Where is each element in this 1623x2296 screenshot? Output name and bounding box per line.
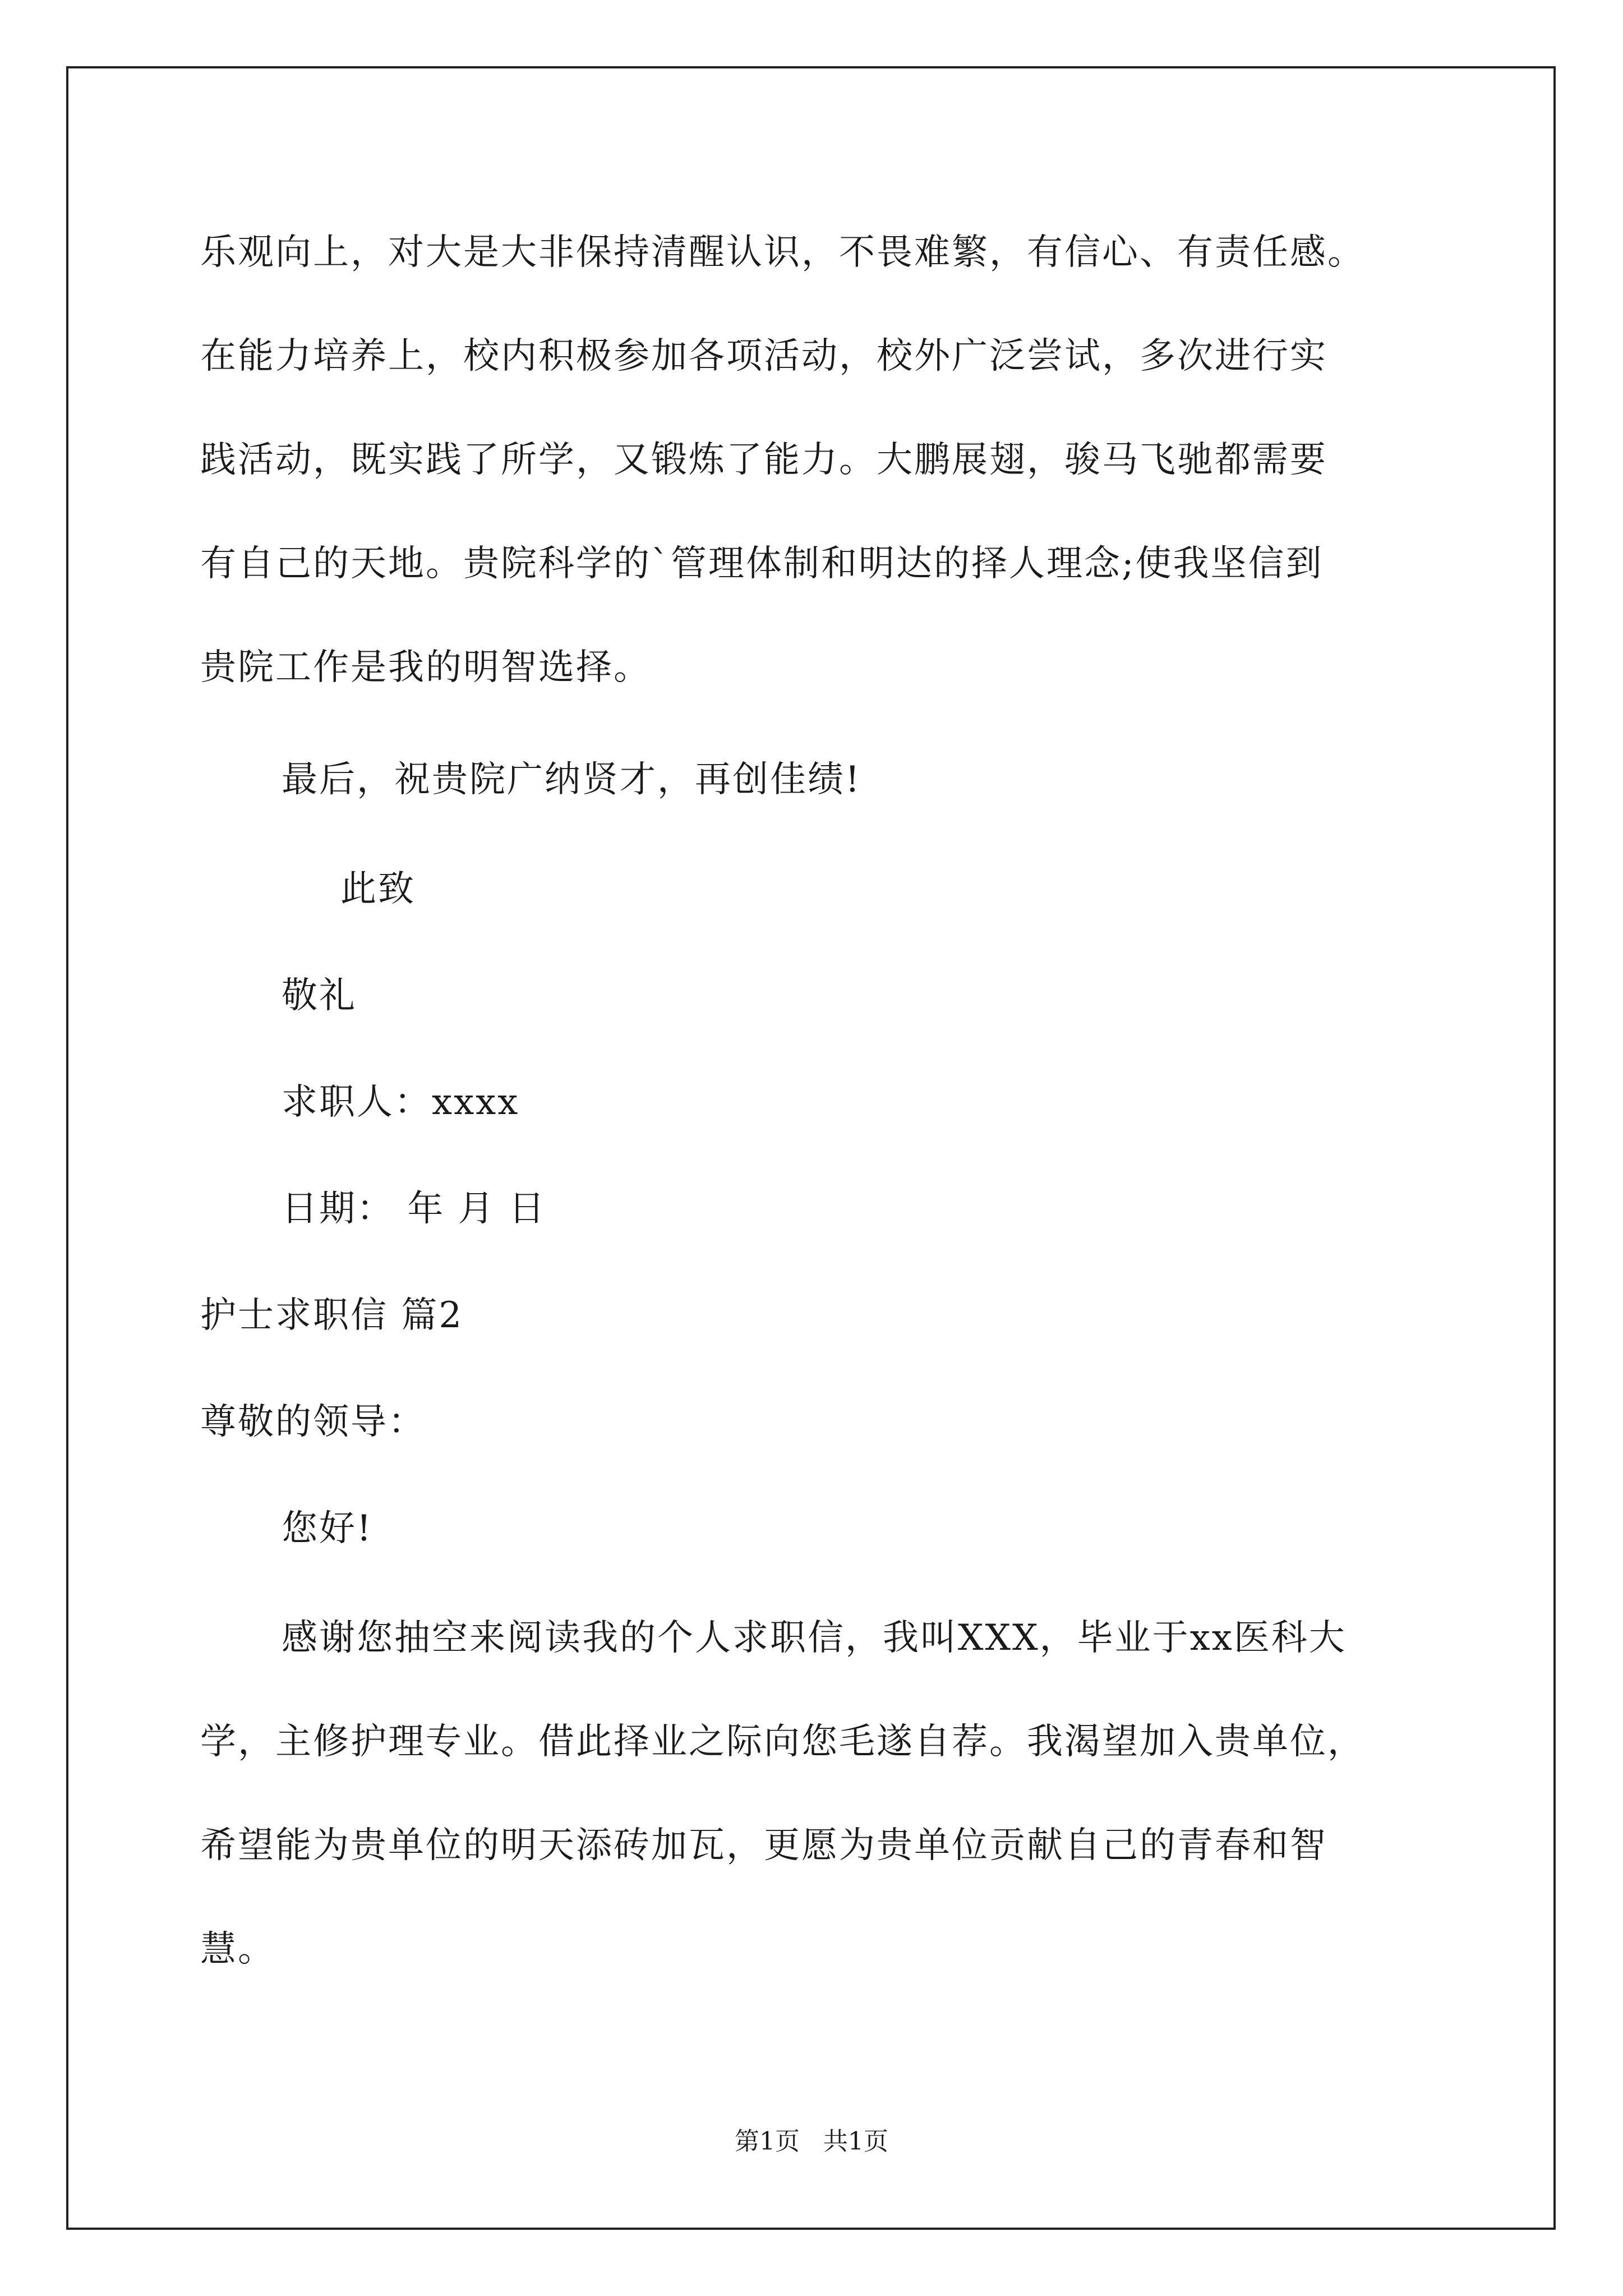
date-line: 日期： 年 月 日 (282, 1188, 547, 1230)
section-title: 护士求职信 篇2 (200, 1295, 464, 1336)
body-text-line: 在能力培养上，校内积极参加各项活动，校外广泛尝试，多次进行实 (200, 335, 1327, 377)
body-text-line: 贵院工作是我的明智选择。 (200, 647, 651, 688)
closing-wish: 最后，祝贵院广纳贤才，再创佳绩! (282, 759, 861, 800)
greeting-hello: 您好! (282, 1508, 373, 1549)
body-text-line: 乐观向上，对大是大非保持清醒认识，不畏难繁，有信心、有责任感。 (200, 232, 1365, 273)
greeting-recipient: 尊敬的领导： (200, 1401, 426, 1443)
salutation-jingli: 敬礼 (282, 975, 357, 1016)
body-text-line: 学，主修护理专业。借此择业之际向您毛遂自荐。我渴望加入贵单位， (200, 1721, 1365, 1763)
body-text-line: 希望能为贵单位的明天添砖加瓦，更愿为贵单位贡献自己的青春和智 (200, 1825, 1327, 1866)
body-text-line: 慧。 (200, 1929, 275, 1970)
applicant-name: 求职人：xxxx (282, 1082, 520, 1123)
page-border (66, 66, 1556, 2230)
salutation-cizhi: 此致 (340, 868, 416, 910)
body-text-line: 有自己的天地。贵院科学的`管理体制和明达的择人理念;使我坚信到 (200, 543, 1324, 585)
body-text-line: 践活动，既实践了所学，又锻炼了能力。大鹏展翅，骏马飞驰都需要 (200, 439, 1327, 481)
page-number-footer: 第1页 共1页 (735, 2127, 888, 2156)
body-text-line: 感谢您抽空来阅读我的个人求职信，我叫XXX，毕业于xx医科大 (282, 1617, 1347, 1659)
